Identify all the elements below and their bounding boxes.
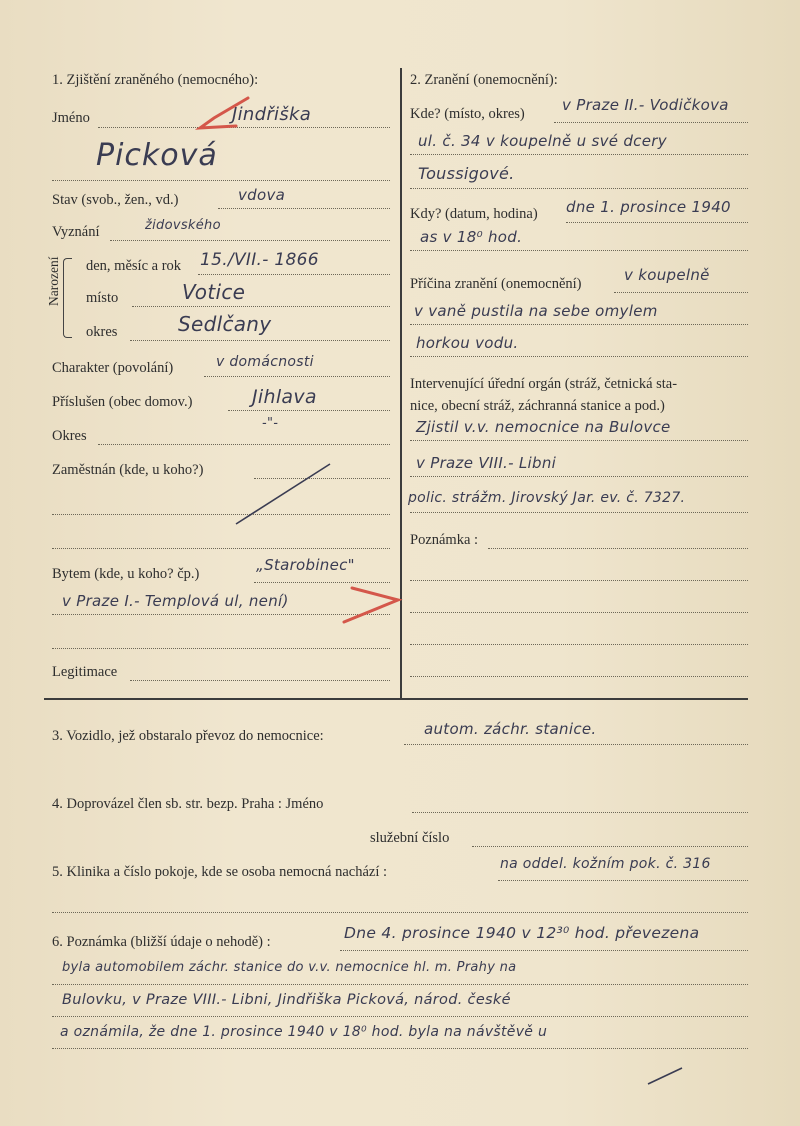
vyznani-value: židovského: [145, 218, 221, 233]
section6-line-3-value: Bulovku, v Praze VIII.- Libni, Jindřiška Picková, národ. české: [62, 992, 511, 1008]
pricina-value-1: v koupelně: [624, 266, 710, 284]
kdy-label: Kdy? (datum, hodina): [410, 206, 538, 222]
red-arrow-mark: [344, 588, 398, 622]
organ-value-1: Zjistil v.v. nemocnice na Bulovce: [416, 418, 671, 436]
kde-value-3: Toussigové.: [418, 164, 515, 183]
section1-heading: 1. Zjištění zraněného (nemocného):: [52, 72, 259, 88]
section5-label: 5. Klinika a číslo pokoje, kde se osoba nemocná nachází :: [52, 864, 388, 880]
section2-heading: 2. Zranění (onemocnění):: [410, 72, 558, 88]
pricina-value-3: horkou vodu.: [416, 334, 519, 352]
organ-value-2: v Praze VIII.- Libni: [416, 454, 557, 472]
pricina-label: Příčina zranění (onemocnění): [410, 276, 582, 292]
stav-value: vdova: [238, 186, 286, 204]
surname-value: Picková: [96, 138, 218, 173]
kdy-value-1: dne 1. prosince 1940: [566, 198, 731, 216]
stav-label: Stav (svob., žen., vd.): [52, 192, 179, 208]
okres2-value: -"-: [262, 416, 279, 431]
jmeno-value: Jindřiška: [232, 104, 312, 125]
misto-label: místo: [86, 290, 119, 306]
kde-value-1: v Praze II.- Vodičkova: [562, 96, 729, 114]
vyznani-label: Vyznání: [52, 224, 100, 240]
kde-value-2: ul. č. 34 v koupelně u své dcery: [418, 132, 667, 150]
section6-line-1-value: Dne 4. prosince 1940 v 12³⁰ hod. převezena: [344, 924, 700, 942]
okres2-label: Okres: [52, 428, 87, 444]
den-value: 15./VII.- 1866: [200, 250, 319, 270]
organ-label-1: Intervenující úřední orgán (stráž, četnická sta-: [410, 376, 678, 392]
poznamka-label: Poznámka :: [410, 532, 479, 548]
section5-value: na oddel. kožním pok. č. 316: [500, 856, 711, 872]
section6-line-2-value: byla automobilem záchr. stanice do v.v. nemocnice hl. m. Prahy na: [62, 960, 517, 975]
section6-line-4-value: a oznámila, že dne 1. prosince 1940 v 18⁰ hod. byla na návštěvě u: [60, 1024, 548, 1040]
section3-label: 3. Vozidlo, jež obstaralo převoz do nemocnice:: [52, 728, 324, 744]
bottom-stroke: [648, 1068, 682, 1084]
organ-value-3: polic. strážm. Jirovský Jar. ev. č. 7327.: [408, 490, 686, 506]
narozeni-label: Narození: [46, 256, 61, 306]
den-label: den, měsíc a rok: [86, 258, 182, 274]
kde-label: Kde? (místo, okres): [410, 106, 525, 122]
okres-label: okres: [86, 324, 118, 340]
charakter-label: Charakter (povolání): [52, 360, 174, 376]
section6-label: 6. Poznámka (bližší údaje o nehodě) :: [52, 934, 271, 950]
bytem-label: Bytem (kde, u koho? čp.): [52, 566, 200, 582]
zamestnan-label: Zaměstnán (kde, u koho?): [52, 462, 204, 478]
bytem-value-1: „Starobinec": [256, 556, 355, 574]
misto-value: Votice: [182, 280, 246, 304]
section4-label: 4. Doprovázel člen sb. str. bezp. Praha : Jméno: [52, 796, 324, 812]
jmeno-label: Jméno: [52, 110, 90, 126]
red-check-mark: [200, 98, 248, 128]
strike-stroke-zamestnan: [236, 464, 330, 524]
pricina-value-2: v vaně pustila na sebe omylem: [414, 302, 658, 320]
section3-value: autom. záchr. stanice.: [424, 720, 597, 738]
okres-value: Sedlčany: [178, 312, 272, 336]
prislusen-label: Příslušen (obec domov.): [52, 394, 193, 410]
legitimace-label: Legitimace: [52, 664, 118, 680]
kdy-value-2: as v 18⁰ hod.: [420, 228, 523, 246]
sluzebni-cislo-label: služební číslo: [370, 830, 450, 846]
prislusen-value: Jihlava: [252, 386, 317, 408]
organ-label-2: nice, obecní stráž, záchranná stanice a pod.): [410, 398, 665, 414]
bytem-value-2: v Praze I.- Templová ul, není): [62, 592, 289, 610]
charakter-value: v domácnosti: [216, 354, 314, 370]
